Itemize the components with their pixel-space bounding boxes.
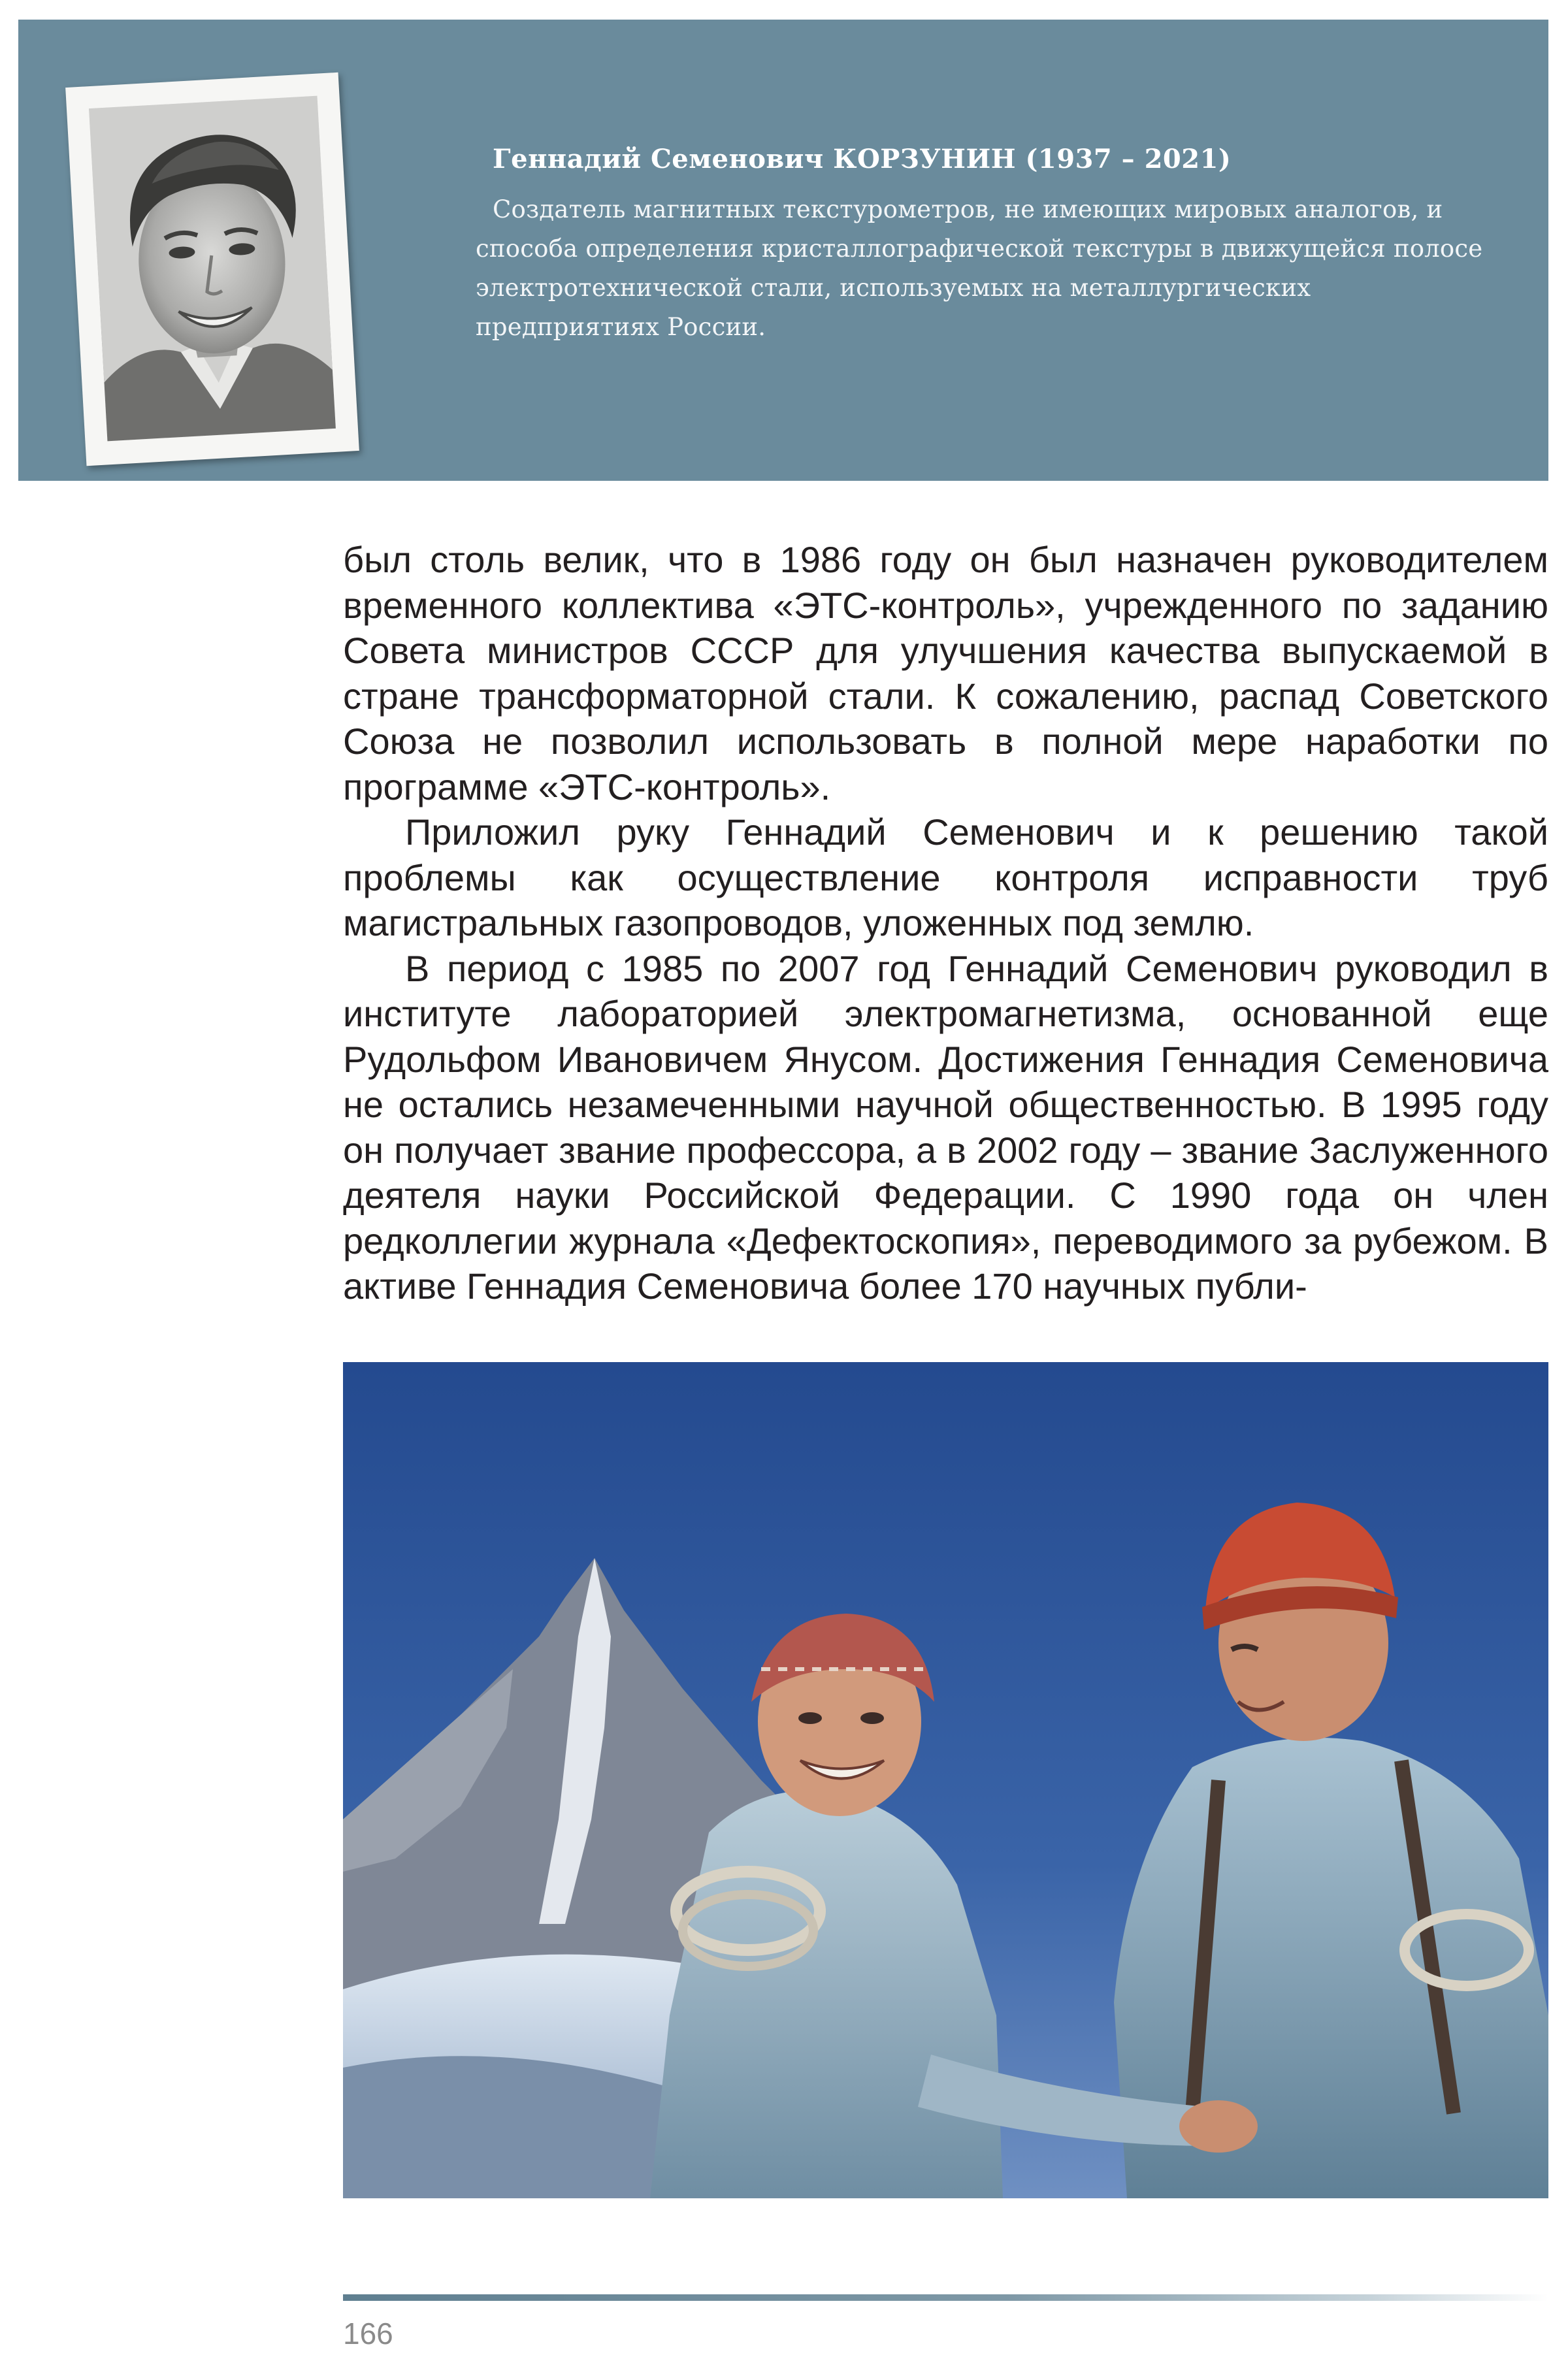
body-paragraph: был столь велик, что в 1986 году он был назначен руководителем временного коллектива «ЭТС-контроль», учрежденного по заданию Совета министров СССР для улучшения качества выпускаемой в стране трансформаторной стали. К сожалению, распад Советского Союза не позволил использовать в полной мере наработки по программе «ЭТС-контроль». xyxy=(343,539,1548,807)
footer-divider xyxy=(343,2294,1548,2301)
portrait-photo-illustration xyxy=(89,96,336,442)
portrait-photo xyxy=(89,96,336,442)
article-body xyxy=(343,537,1548,1309)
biography-description: Создатель магнитных текстурометров, не имеющих мировых аналогов, и способа определения кристаллографической текстуры в движущейся полосе электротехнической стали, используемых на металлургических предприятиях России. xyxy=(476,195,1483,341)
mountaineers-photo-illustration xyxy=(343,1362,1548,2198)
body-paragraph: Приложил руку Геннадий Семенович и к решению такой проблемы как осуществление контроля исправности труб магистральных газопроводов, уложенных под землю. xyxy=(343,811,1548,943)
mountaineers-photo xyxy=(343,1362,1548,2198)
page-number: 166 xyxy=(343,2317,393,2351)
biography-name: Геннадий Семенович КОРЗУНИН (1937 – 2021) xyxy=(493,144,1232,174)
body-paragraph: В период с 1985 по 2007 год Геннадий Семенович руководил в институте лабораторией электромагнетизма, основанной еще Рудольфом Ивановичем Янусом. Достижения Геннадия Семеновича не остались незамеченными научной общественностью. В 1995 году он получает звание профессора, а в 2002 году – звание Заслуженного деятеля науки Российской Федерации. С 1990 года он член редколлегии журнала «Дефектоскопия», переводимого за рубежом. В активе Геннадия Семеновича более 170 научных публи- xyxy=(343,947,1548,1307)
portrait-frame xyxy=(65,73,359,466)
biography-banner xyxy=(18,20,1548,481)
biography-caption xyxy=(476,144,1495,347)
